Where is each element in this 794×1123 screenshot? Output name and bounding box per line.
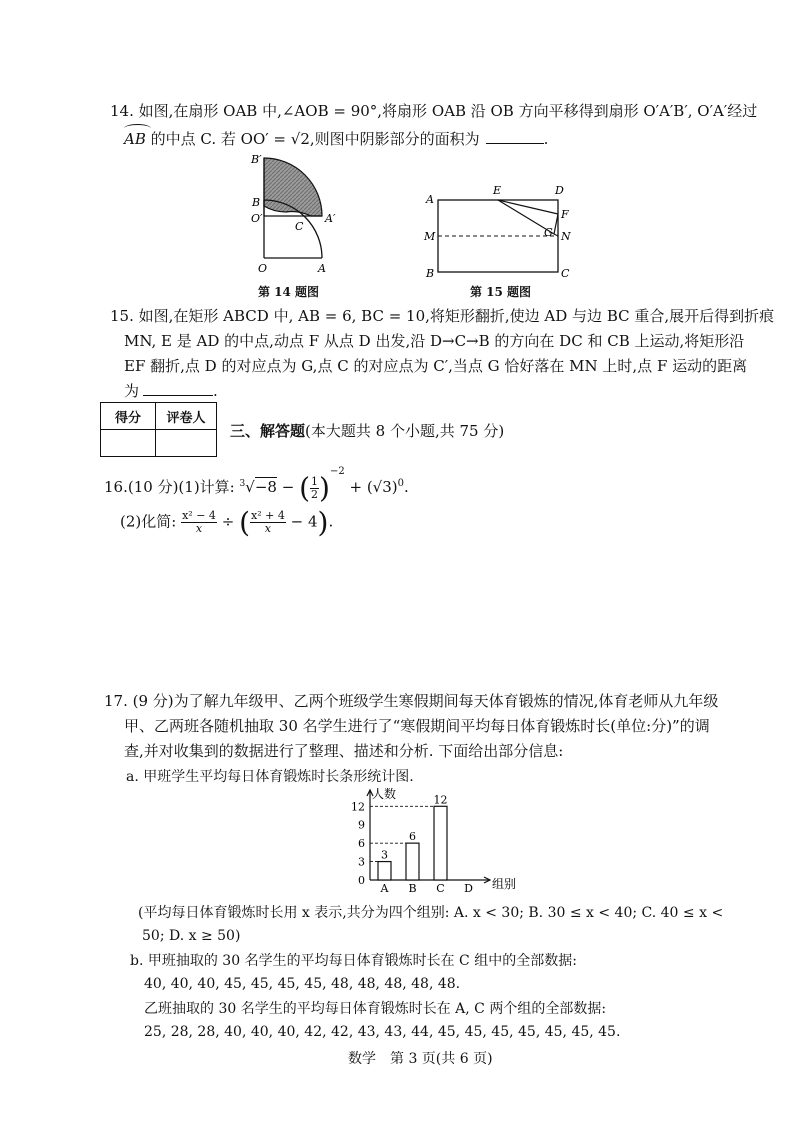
fig14-label-B: B <box>252 196 261 209</box>
fig14-label-A: A <box>318 262 326 275</box>
section3-title: 三、解答题 <box>230 422 306 440</box>
q15-number: 15. <box>110 307 134 325</box>
q16-part1-prefix: (10 分)(1)计算: <box>127 478 235 496</box>
q15-line1: 如图,在矩形 ABCD 中, AB = 6, BC = 10,将矩形翻折,使边 AD 与边 BC 重合,展开后得到折痕 <box>138 307 775 325</box>
q16-part1: 16.(10 分)(1)计算: $^3$√−8 − ( $\frac{1}{2}$ )$^{-2} + (√3)^0$. <box>104 466 409 505</box>
score-table <box>100 402 217 457</box>
q17-note-line2: 50; D. x ≥ 50) <box>142 928 241 944</box>
bar-C <box>434 806 447 880</box>
fig15-label-G: G <box>544 226 553 239</box>
q17-note-line1: (平均每日体育锻炼时长用 x 表示,共分为四个组别: A. x < 30; B. 30 ≤ x < 40; C. 40 ≤ x < <box>138 905 724 921</box>
q16-part2-prefix: (2)化简: <box>120 512 177 531</box>
q17-a-label: a. 甲班学生平均每日体育锻炼时长条形统计图. <box>126 769 414 785</box>
figure-14 <box>248 150 348 300</box>
q17-note <box>138 902 723 944</box>
q14-number: 14. <box>110 102 134 120</box>
grader-header: 评卷人 <box>156 403 217 430</box>
q17-b <box>130 950 620 1040</box>
radical-icon: √ <box>245 478 255 496</box>
data-label-A: 3 <box>381 848 388 862</box>
q15-line4: 为 <box>124 382 140 400</box>
q16-root-index: 3 <box>239 479 246 489</box>
figure-15 <box>420 178 580 288</box>
fig15-label-E: E <box>493 184 502 197</box>
bar-B <box>406 843 419 880</box>
q17-line3: 查,并对收集到的数据进行了整理、描述和分析. 下面给出部分信息: <box>124 742 564 760</box>
x-tick-label-D: D <box>464 882 473 895</box>
y-tick-label: 3 <box>358 855 365 869</box>
y-tick-label: 12 <box>351 800 365 814</box>
score-cell[interactable] <box>101 430 156 457</box>
fig15-label-D: D <box>555 184 564 197</box>
fig15-label-F: F <box>561 208 569 221</box>
bar-chart <box>340 784 530 899</box>
x-axis-label: 组别 <box>492 877 517 891</box>
q15-answer-blank[interactable] <box>143 381 213 396</box>
q17-c-data: 25, 28, 28, 40, 40, 40, 42, 42, 43, 43, 44, 45, 45, 45, 45, 45, 45, 45. <box>144 1024 621 1040</box>
q15-line3: EF 翻折,点 D 的对应点为 G,点 C 的对应点为 C′,当点 G 恰好落在 MN 上时,点 F 运动的距离 <box>124 357 748 375</box>
q16-root-body: −8 <box>254 478 277 496</box>
q16-exp: −2 <box>329 466 345 477</box>
q14-arc-label: AB <box>124 130 151 148</box>
fig15-label-A: A <box>426 193 434 206</box>
fig14-caption: 第 14 题图 <box>258 285 320 299</box>
section3-note: (本大题共 8 个小题,共 75 分) <box>305 422 505 440</box>
q17-number: 17. <box>104 692 128 710</box>
q16-answer-area[interactable] <box>104 550 724 680</box>
score-header: 得分 <box>101 403 156 430</box>
q14-line1: 如图,在扇形 OAB 中,∠AOB = 90°,将扇形 OAB 沿 OB 方向平移得到扇形 O′A′B′, O′A′经过 <box>138 102 758 120</box>
q16-number: 16. <box>104 478 128 496</box>
data-label-C: 12 <box>433 793 448 807</box>
bar-A <box>378 862 391 880</box>
fig15-label-B: B <box>426 267 435 280</box>
fig15-label-M: M <box>424 230 436 243</box>
arc-mark-icon <box>124 124 151 133</box>
x-tick-label-C: C <box>436 882 445 895</box>
q16-frac-half: $\frac{1}{2}$ <box>311 474 319 501</box>
data-label-B: 6 <box>409 830 416 844</box>
fig14-label-B1: B′ <box>251 153 262 166</box>
q17-b-label: b. 甲班抽取的 30 名学生的平均每日体育锻炼时长在 C 组中的全部数据: <box>130 953 577 969</box>
y-tick-label: 0 <box>358 874 365 887</box>
q17-c-label: 乙班抽取的 30 名学生的平均每日体育锻炼时长在 A, C 两个组的全部数据: <box>144 1001 607 1017</box>
q16-frac2: $\frac{\text{x² + 4}}{x}$ <box>251 509 285 535</box>
q14-answer-blank[interactable] <box>486 129 544 144</box>
section3-heading <box>230 420 504 441</box>
y-axis-label: 人数 <box>372 787 397 801</box>
fig14-label-C: C <box>295 220 304 233</box>
y-tick-label: 9 <box>358 818 365 832</box>
x-tick-label-B: B <box>408 882 417 895</box>
q16-part2: (2)化简: $\frac{\text{x² − 4}}{x}$ ÷ ( $\frac{\text{x² + 4}}{x}$ − 4). <box>120 506 334 539</box>
q16-frac1: $\frac{\text{x² − 4}}{x}$ <box>182 509 216 535</box>
y-tick-label: 6 <box>358 837 365 851</box>
fig15-label-N: N <box>561 230 571 243</box>
q16-plus-term: + (√3) <box>349 478 398 496</box>
q17-b-data: 40, 40, 40, 45, 45, 45, 45, 48, 48, 48, 48, 48. <box>144 976 461 992</box>
q14-line2: 的中点 C. 若 OO′ = √2,则图中阴影部分的面积为 <box>150 130 480 148</box>
fig15-caption: 第 15 题图 <box>470 285 532 299</box>
page-footer: 数学 第 3 页(共 6 页) <box>348 1051 493 1067</box>
x-tick-label-A: A <box>380 882 389 895</box>
fig15-label-C: C <box>561 267 570 280</box>
grader-cell[interactable] <box>156 430 217 457</box>
fig14-label-A1: A′ <box>325 212 336 225</box>
fig14-label-O: O <box>258 262 268 275</box>
fig14-label-O1: O′ <box>251 212 263 225</box>
q15-line2: MN, E 是 AD 的中点,动点 F 从点 D 出发,沿 D→C→B 的方向在 DC 和 CB 上运动,将矩形沿 <box>124 332 745 350</box>
q17-line1: (9 分)为了解九年级甲、乙两个班级学生寒假期间每天体育锻炼的情况,体育老师从九年级 <box>132 692 719 710</box>
q17-line2: 甲、乙两班各随机抽取 30 名学生进行了“寒假期间平均每日体育锻炼时长(单位:分)”的调 <box>124 717 710 735</box>
